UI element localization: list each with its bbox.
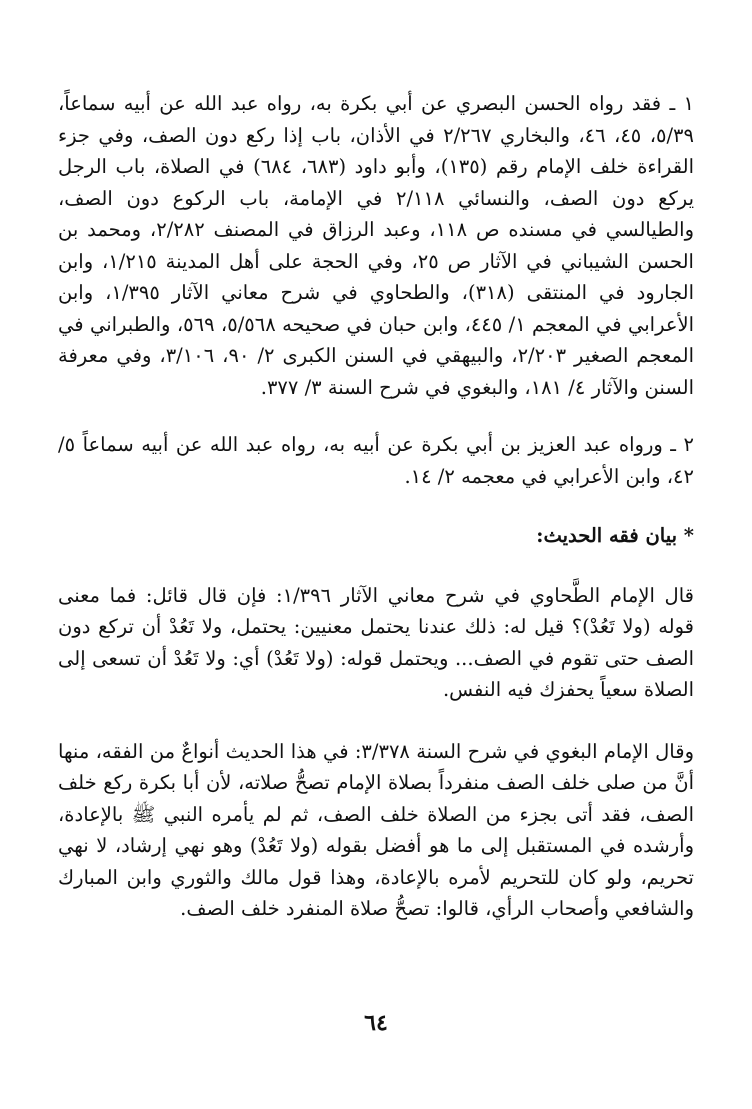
page-body bbox=[58, 88, 694, 925]
section-heading: * بيان فقه الحديث: bbox=[536, 524, 694, 547]
page-number: ٦٤ bbox=[364, 1010, 388, 1036]
footnote-1: ١ ـ فقد رواه الحسن البصري عن أبي بكرة به، رواه عبد الله عن أبيه سماعاً، ٥/٣٩، ٤٥، ٤٦، والبخاري ٢/٢٦٧ في الأذان، باب إذا ركع دون الصف، وفي جزء القراءة خلف الإمام رقم (١٣٥)، وأبو داود (٦٨٣، ٦٨٤) في الصلاة، باب الرجل يركع دون الصف، والنسائي ٢/١١٨ في الإمامة، باب الركوع دون الصف، والطيالسي في مسنده ص ١١٨، وعبد الرزاق في المصنف ٢/٢٨٢، ومحمد بن الحسن الشيباني في الآثار ص ٢٥، وفي الحجة على أهل المدينة ١/٢١٥، وابن الجارود في المنتقى (٣١٨)، والطحاوي في شرح معاني الآثار ١/٣٩٥، وابن الأعرابي في المعجم ١/ ٤٤٥، وابن حبان في صحيحه ٥/٥٦٨، ٥٦٩، والطبراني في المعجم الصغير ٢/٢٠٣، والبيهقي في السنن الكبرى ٢/ ٩٠، ٣/١٠٦، وفي معرفة السنن والآثار ٤/ ١٨١، والبغوي في شرح السنة ٣/ ٣٧٧. bbox=[58, 92, 695, 399]
footnote-2: ٢ ـ ورواه عبد العزيز بن أبي بكرة عن أبيه به، رواه عبد الله عن أبيه سماعاً ٥/ ٤٢، وابن الأعرابي في معجمه ٢/ ١٤. bbox=[58, 433, 694, 488]
tahawi-paragraph: قال الإمام الطَّحاوي في شرح معاني الآثار ١/٣٩٦: فإن قال قائل: فما معنى قوله (ولا تَعُدْ)؟ قيل له: ذلك عندنا يحتمل معنيين: يحتمل، ولا تَعُدْ أن تركع دون الصف حتى تقوم في الصف... ويحتمل قوله: (ولا تَعُدْ) أي: ولا تَعُدْ أن تسعى إلى الصلاة سعياً يحفزك فيه النفس. bbox=[58, 583, 694, 701]
baghawi-paragraph: وقال الإمام البغوي في شرح السنة ٣/٣٧٨: في هذا الحديث أنواعٌ من الفقه، منها أنَّ من صلى خلف الصف منفرداً بصلاة الإمام تصحُّ صلاته، لأن أبا بكرة ركع خلف الصف، فقد أتى بجزء من الصلاة خلف الصف، ثم لم يأمره النبي ﷺ بالإعادة، وأرشده في المستقبل إلى ما هو أفضل بقوله (ولا تَعُدْ) وهو نهي إرشاد، لا نهي تحريم، ولو كان للتحريم لأمره بالإعادة، وهذا قول مالك والثوري وابن المبارك والشافعي وأصحاب الرأي، قالوا: تصحُّ صلاة المنفرد خلف الصف. bbox=[58, 739, 694, 920]
